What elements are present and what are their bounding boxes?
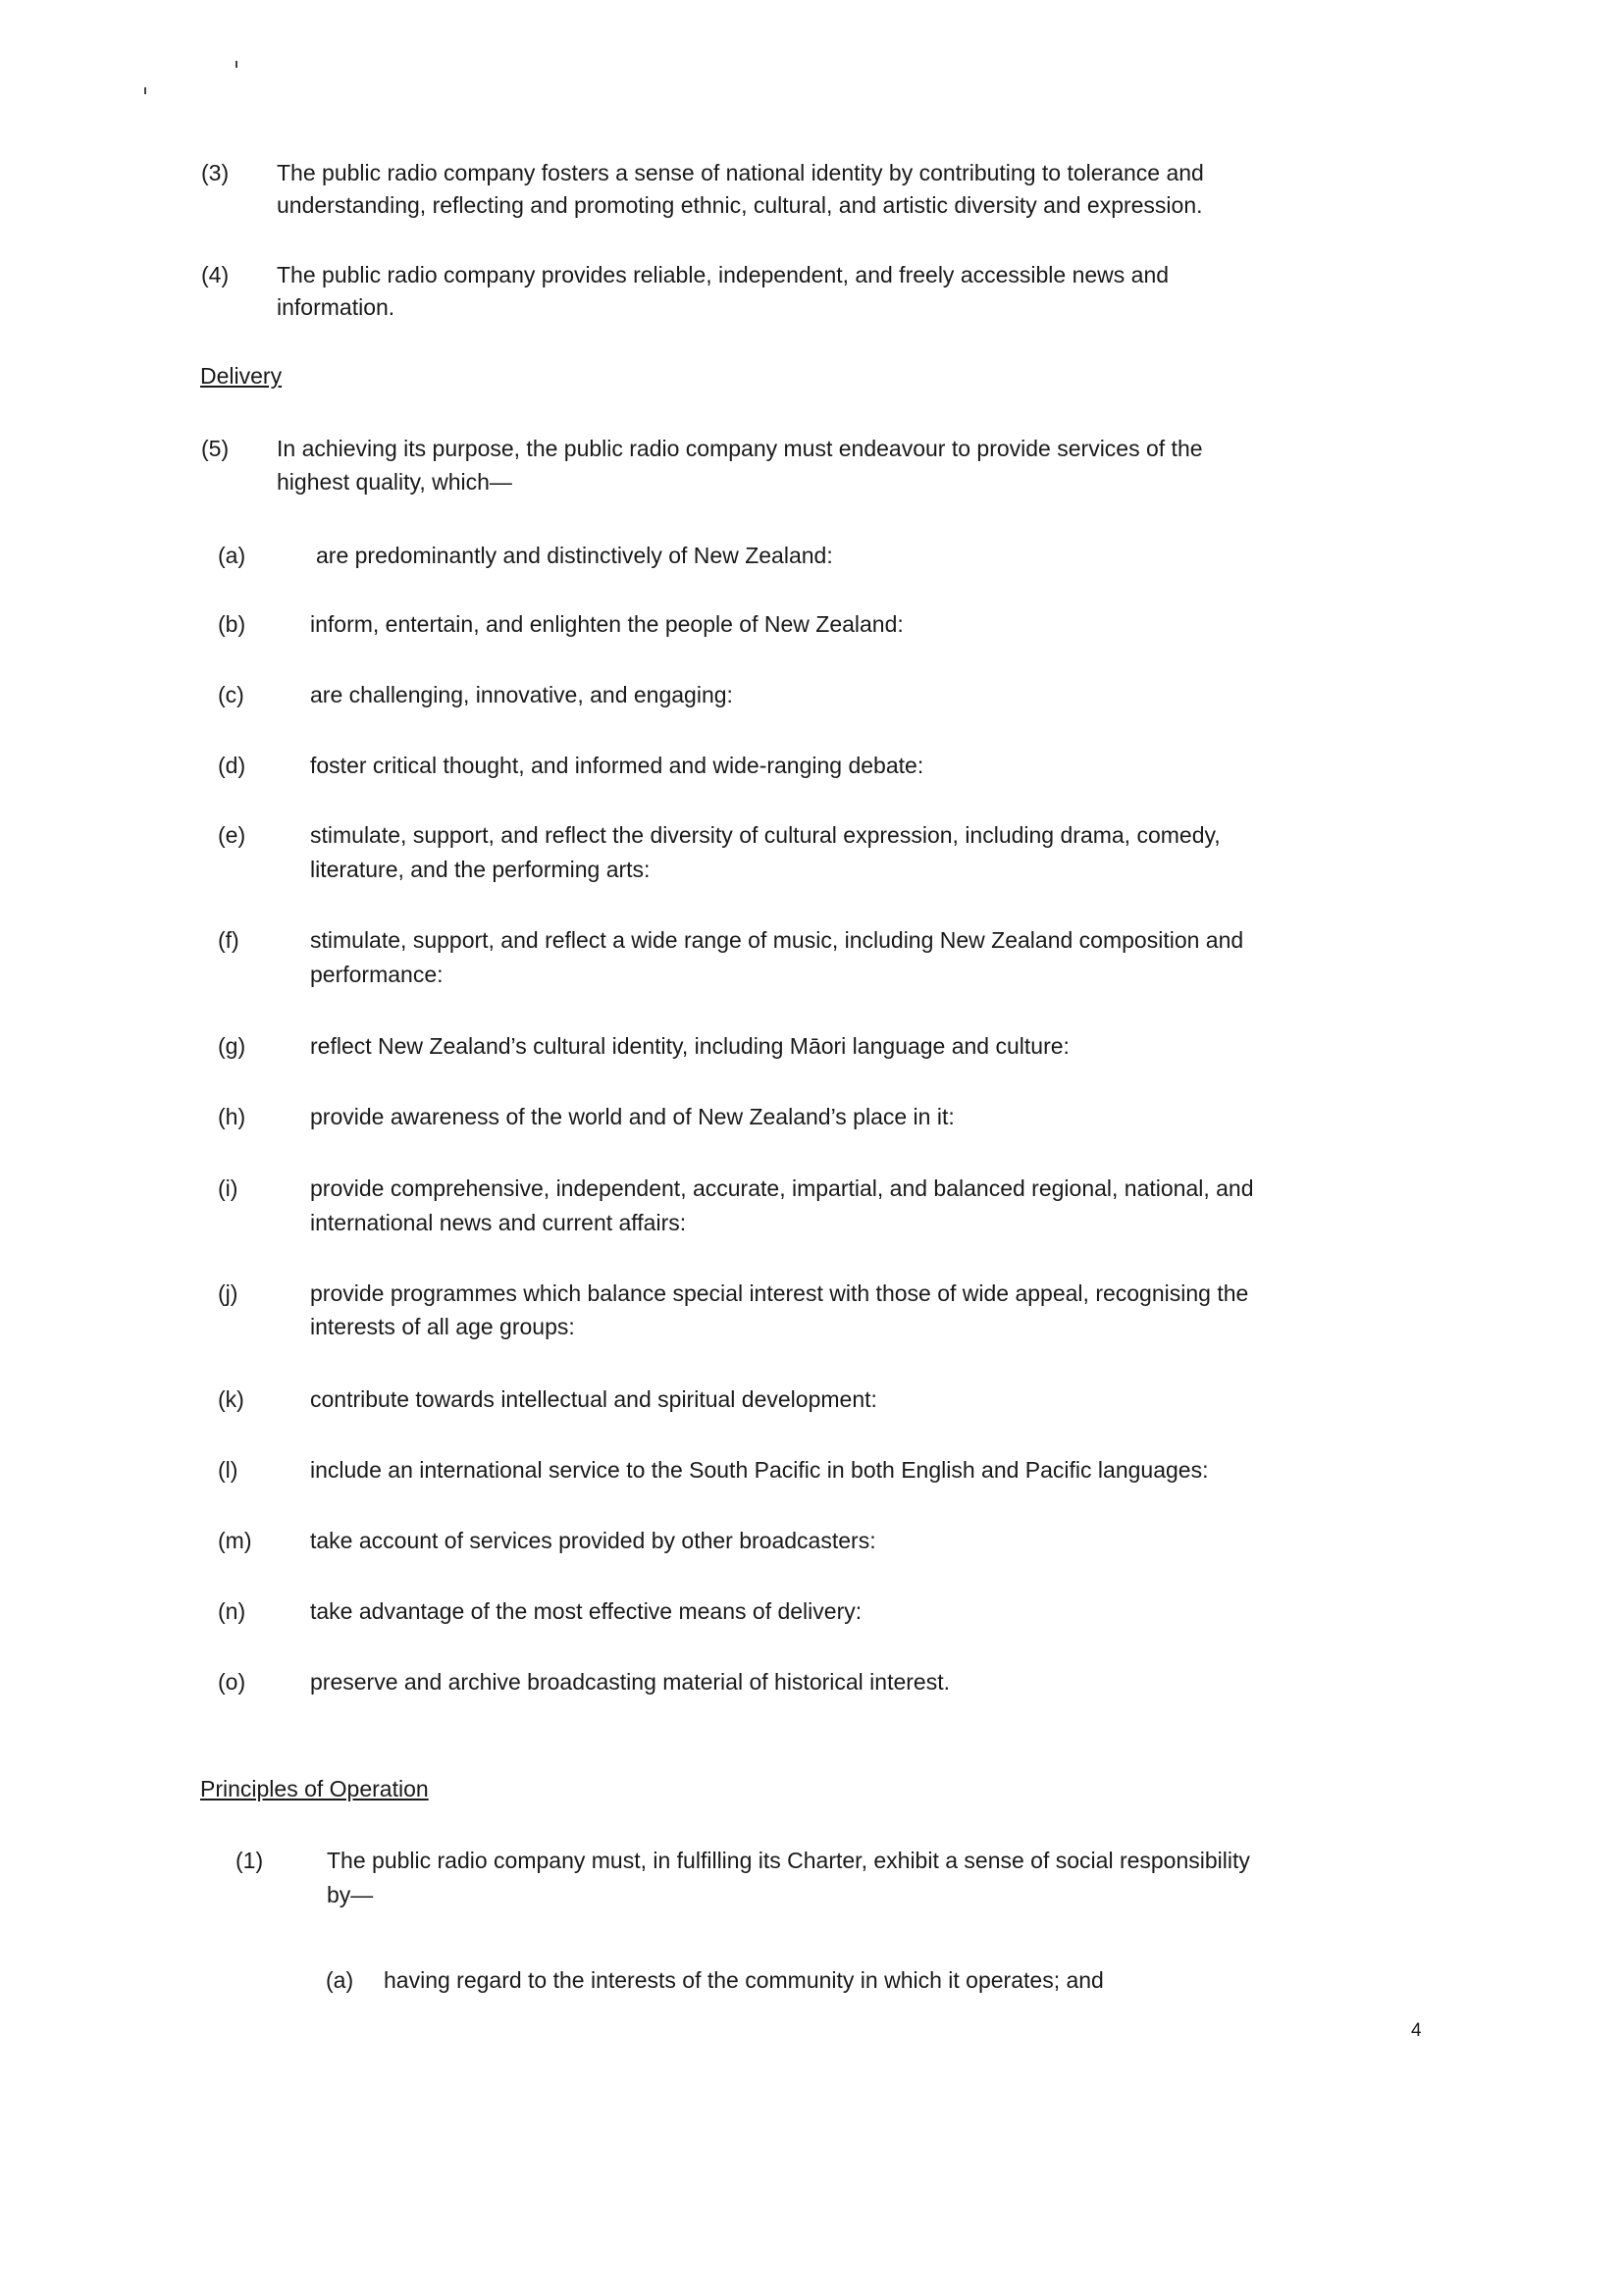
principle-1-text: The public radio company must, in fulfilling its Charter, exhibit a sense of social responsibility: [327, 1848, 1250, 1873]
subclause-i-label: (i): [218, 1175, 238, 1201]
subclause-d-label: (d): [218, 753, 246, 778]
subclause-j-label: (j): [218, 1280, 238, 1306]
clause-4-text: information.: [277, 294, 395, 320]
page-number: 4: [1411, 2020, 1422, 2041]
subclause-o-label: (o): [218, 1669, 246, 1695]
subclause-l-text: include an international service to the South Pacific in both English and Pacific languages:: [310, 1457, 1209, 1483]
subclause-i-text: provide comprehensive, independent, accurate, impartial, and balanced regional, national, and: [310, 1175, 1254, 1201]
subclause-n-text: take advantage of the most effective means of delivery:: [310, 1598, 863, 1624]
subclause-k-label: (k): [218, 1386, 244, 1412]
subclause-f-label: (f): [218, 927, 239, 953]
clause-3-text: understanding, reflecting and promoting ethnic, cultural, and artistic diversity and expression.: [277, 192, 1203, 218]
subclause-f-text: stimulate, support, and reflect a wide range of music, including New Zealand composition and: [310, 927, 1244, 953]
subclause-h-text: provide awareness of the world and of New Zealand’s place in it:: [310, 1104, 955, 1129]
subclause-g-label: (g): [218, 1033, 246, 1059]
subclause-k-text: contribute towards intellectual and spiritual development:: [310, 1386, 877, 1412]
clause-3-label: (3): [201, 160, 230, 185]
subclause-h-label: (h): [218, 1104, 246, 1129]
subclause-o-text: preserve and archive broadcasting material of historical interest.: [310, 1669, 950, 1695]
subclause-e-text: stimulate, support, and reflect the diversity of cultural expression, including drama, comedy,: [310, 822, 1221, 848]
subclause-a-label: (a): [218, 543, 246, 568]
scan-mark: [144, 87, 146, 94]
subclause-f-text: performance:: [310, 962, 444, 987]
clause-3-text: The public radio company fosters a sense of national identity by contributing to tolerance and: [277, 160, 1204, 185]
delivery-heading: Delivery: [200, 363, 283, 389]
subclause-e-label: (e): [218, 822, 246, 848]
principles-heading: Principles of Operation: [200, 1776, 429, 1801]
subclause-i-text: international news and current affairs:: [310, 1210, 687, 1235]
principle-1a-text: having regard to the interests of the community in which it operates; and: [384, 1967, 1104, 1993]
subclause-m-label: (m): [218, 1528, 252, 1553]
subclause-e-text: literature, and the performing arts:: [310, 857, 651, 882]
clause-5-text: In achieving its purpose, the public radio company must endeavour to provide services of the: [277, 436, 1203, 461]
subclause-c-text: are challenging, innovative, and engaging:: [310, 682, 733, 707]
clause-5-label: (5): [201, 436, 230, 461]
clause-4-text: The public radio company provides reliable, independent, and freely accessible news and: [277, 262, 1170, 287]
subclause-d-text: foster critical thought, and informed and wide-ranging debate:: [310, 753, 924, 778]
subclause-j-text: provide programmes which balance special interest with those of wide appeal, recognising the: [310, 1280, 1249, 1306]
subclause-a-text: are predominantly and distinctively of New Zealand:: [316, 543, 833, 568]
subclause-m-text: take account of services provided by other broadcasters:: [310, 1528, 876, 1553]
subclause-n-label: (n): [218, 1598, 246, 1624]
clause-4-label: (4): [201, 262, 230, 287]
subclause-b-label: (b): [218, 611, 246, 637]
subclause-g-text: reflect New Zealand’s cultural identity, including Māori language and culture:: [310, 1033, 1070, 1059]
subclause-l-label: (l): [218, 1457, 238, 1483]
clause-5-text: highest quality, which—: [277, 469, 512, 495]
subclause-j-text: interests of all age groups:: [310, 1314, 575, 1339]
scan-mark: [236, 61, 237, 68]
subclause-b-text: inform, entertain, and enlighten the people of New Zealand:: [310, 611, 904, 637]
subclause-c-label: (c): [218, 682, 244, 707]
principle-1a-label: (a): [326, 1967, 354, 1993]
principle-1-label: (1): [236, 1848, 264, 1873]
principle-1-text: by—: [327, 1882, 374, 1907]
